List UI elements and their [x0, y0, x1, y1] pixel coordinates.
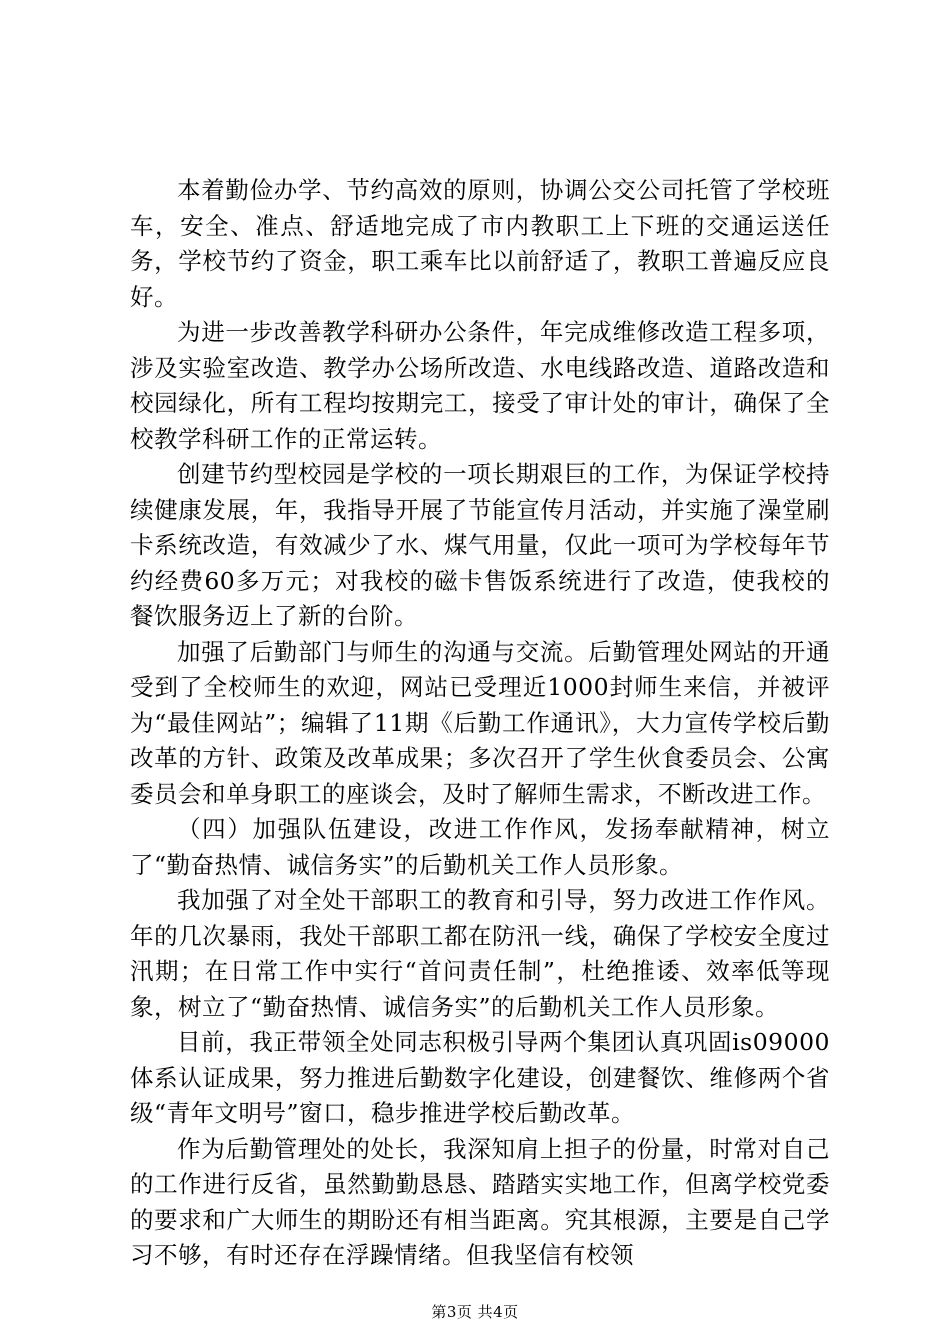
section-heading-paragraph: （四）加强队伍建设，改进工作作风，发扬奉献精神，树立了“勤奋热情、诚信务实”的后勤机关工作人员形象。: [130, 815, 830, 879]
document-body: [130, 173, 830, 1274]
paragraph: 我加强了对全处干部职工的教育和引导，努力改进工作作风。年的几次暴雨，我处干部职工都在防汛一线，确保了学校安全度过汛期；在日常工作中实行“首问责任制”，杜绝推诿、效率低等现象，树立了“勤奋热情、诚信务实”的后勤机关工作人员形象。: [130, 886, 830, 1021]
paragraph: 目前，我正带领全处同志积极引导两个集团认真巩固is09000体系认证成果，努力推进后勤数字化建设，创建餐饮、维修两个省级“青年文明号”窗口，稳步推进学校后勤改革。: [130, 1028, 830, 1127]
paragraph: 创建节约型校园是学校的一项长期艰巨的工作，为保证学校持续健康发展，年，我指导开展了节能宣传月活动，并实施了澡堂刷卡系统改造，有效减少了水、煤气用量，仅此一项可为学校每年节约经费60多万元；对我校的磁卡售饭系统进行了改造，使我校的餐饮服务迈上了新的台阶。: [130, 460, 830, 630]
page-footer: [0, 1302, 950, 1322]
paragraph: 作为后勤管理处的处长，我深知肩上担子的份量，时常对自己的工作进行反省，虽然勤勤恳恳、踏踏实实地工作，但离学校党委的要求和广大师生的期盼还有相当距离。究其根源，主要是自己学习不够，有时还存在浮躁情绪。但我坚信有校领: [130, 1134, 830, 1269]
paragraph: 本着勤俭办学、节约高效的原则，协调公交公司托管了学校班车，安全、准点、舒适地完成了市内教职工上下班的交通运送任务，学校节约了资金，职工乘车比以前舒适了，教职工普遍反应良好。: [130, 176, 830, 311]
paragraph: 加强了后勤部门与师生的沟通与交流。后勤管理处网站的开通受到了全校师生的欢迎，网站已受理近1000封师生来信，并被评为“最佳网站”；编辑了11期《后勤工作通讯》，大力宣传学校后勤改革的方针、政策及改革成果；多次召开了学生伙食委员会、公寓委员会和单身职工的座谈会，及时了解师生需求，不断改进工作。: [130, 637, 830, 808]
page-number: 第3页 共4页: [431, 1303, 519, 1321]
paragraph: 为进一步改善教学科研办公条件，年完成维修改造工程多项，涉及实验室改造、教学办公场所改造、水电线路改造、道路改造和校园绿化，所有工程均按期完工，接受了审计处的审计，确保了全校教学科研工作的正常运转。: [130, 318, 830, 453]
